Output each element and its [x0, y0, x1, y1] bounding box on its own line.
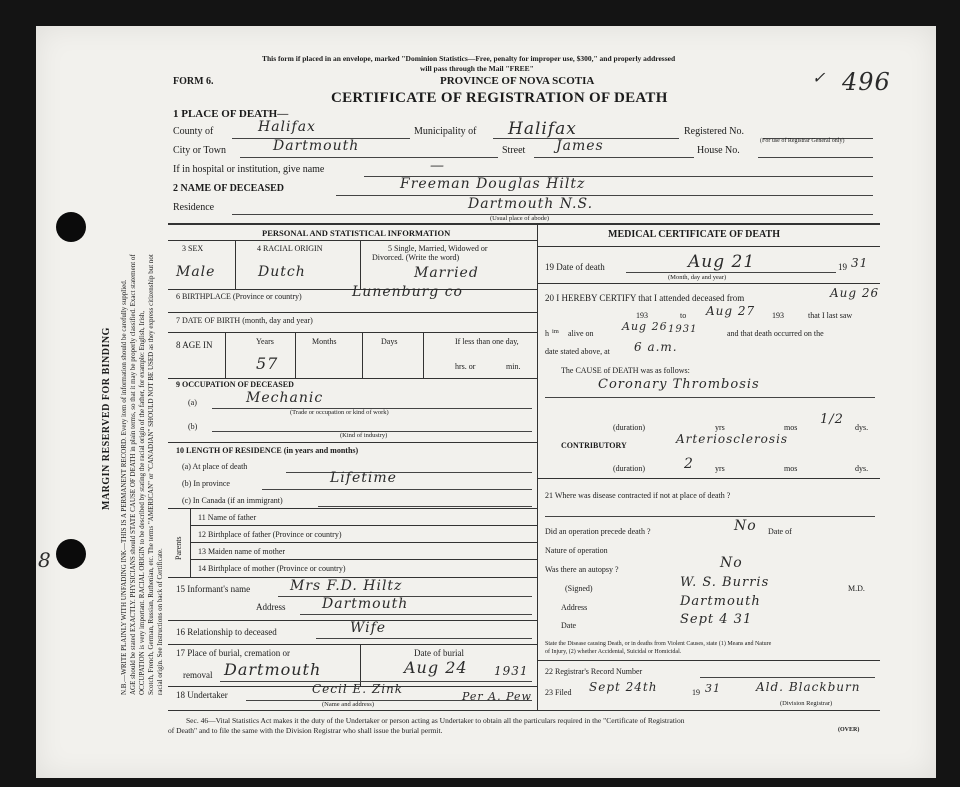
parents-label: Parents: [174, 536, 183, 560]
attended-from-date: Aug 26: [830, 286, 880, 300]
contrib-yrs-value: 2: [684, 456, 694, 472]
filed-date-value: Sept 24th: [589, 680, 658, 694]
occupation-a: (a): [188, 398, 197, 407]
in-canada-label: (c) In Canada (if an immigrant): [182, 496, 283, 505]
father-name-label: 11 Name of father: [198, 513, 257, 522]
to-label: to: [680, 311, 687, 320]
date-of-death-value: Aug 21: [688, 252, 756, 272]
physician-address-value: Dartmouth: [680, 594, 761, 609]
punch-hole-bottom: [56, 539, 86, 569]
cause-mos-value: 1/2: [820, 412, 844, 427]
informant-address-label: Address: [256, 602, 286, 612]
margin-note-4: Scotch, French, German, Russian, Ruthenian, etc. The terms "AMERICAN" or "CANADIAN" SHOULD NOT BE USED as they express citizenship but not: [147, 254, 155, 695]
cause-of-death-label: The CAUSE of DEATH was as follows:: [561, 366, 690, 375]
h-label: h: [545, 329, 549, 338]
contrib-mos-label: mos: [784, 464, 798, 473]
operation-nature-label: Nature of operation: [545, 546, 608, 555]
in-province-label: (b) In province: [182, 479, 230, 488]
alive-date-value: Aug 26: [622, 320, 668, 333]
cause-mos-label: mos: [784, 423, 798, 432]
place-of-death-heading: 1 PLACE OF DEATH—: [173, 108, 289, 120]
burial-date-value: Aug 24: [404, 658, 468, 677]
registered-no-label: Registered No.: [684, 126, 744, 137]
attended-to-date: Aug 27: [706, 304, 756, 318]
undertaker-value: Cecil E. Zink: [312, 682, 404, 696]
margin-note-1: N.B.—WRITE PLAINLY WITH UNFADING INK—THIS IS A PERMANENT RECORD. Every item of information should be carefully supplied.: [120, 279, 128, 695]
father-birthplace-label: 12 Birthplace of father (Province or country): [198, 530, 342, 539]
city-value: Dartmouth: [273, 138, 360, 154]
removal-label: removal: [183, 670, 213, 680]
physician-signature: W. S. Burris: [680, 575, 770, 590]
industry-note: (Kind of industry): [340, 432, 388, 439]
burial-year-value: 1931: [494, 664, 529, 678]
alive-year-value: 1931: [668, 324, 698, 335]
date-of-birth-label: 7 DATE OF BIRTH (month, day and year): [176, 316, 313, 325]
in-province-value: Lifetime: [330, 470, 397, 486]
filed-year-value: 31: [705, 682, 721, 695]
mother-name-label: 13 Maiden name of mother: [198, 547, 286, 556]
contrib-dys-label: dys.: [855, 464, 869, 473]
registrar-signature: Ald. Blackburn: [756, 680, 861, 694]
municipality-value: Halifax: [508, 119, 577, 139]
municipality-label: Municipality of: [414, 126, 477, 137]
disease-state-note-2: of Injury, (2) whether Accidental, Suicidal or Homicidal.: [545, 649, 682, 655]
margin-note-3: OCCUPATION is very important. RACIAL ORIGIN to be described by stating the racial origin of the father, for example: English, Irish,: [138, 310, 146, 695]
filed-year-prefix: 19: [692, 688, 700, 697]
birthplace-value: Lunenburg co: [352, 284, 463, 300]
over-label: (OVER): [838, 727, 860, 733]
racial-origin-label: 4 RACIAL ORIGIN: [257, 244, 323, 253]
date-of-death-note: (Month, day and year): [668, 274, 727, 281]
informant-address-value: Dartmouth: [322, 596, 409, 612]
burial-place-label: 17 Place of burial, cremation or: [176, 648, 290, 658]
marital-label-2: Divorced. (Write the word): [372, 253, 460, 262]
filed-label: 23 Filed: [545, 688, 572, 697]
city-label: City or Town: [173, 145, 227, 156]
informant-label: 15 Informant's name: [176, 584, 251, 594]
form-number: FORM 6.: [173, 76, 214, 87]
age-years-label: Years: [256, 337, 274, 346]
age-label: 8 AGE IN: [176, 340, 213, 350]
province-label: PROVINCE OF NOVA SCOTIA: [440, 75, 595, 87]
occupation-label: 9 OCCUPATION OF DECEASED: [176, 380, 294, 389]
margin-side-mark: 8: [38, 548, 52, 572]
disease-place-label: 21 Where was disease contracted if not at place of death ?: [545, 491, 731, 500]
mail-notice-line-2: will pass through the Mail "FREE": [420, 64, 534, 73]
contributory-label: CONTRIBUTORY: [561, 441, 627, 450]
certificate-date-label: Date: [561, 621, 577, 630]
relationship-value: Wife: [350, 620, 387, 636]
punch-hole-top: [56, 212, 86, 242]
medical-certificate-heading: MEDICAL CERTIFICATE OF DEATH: [608, 229, 780, 240]
margin-note-5: racial origin. See Instructions on back of Certificate.: [156, 548, 164, 695]
occurred-label: and that death occurred on the: [727, 329, 824, 338]
contrib-yrs-label: yrs: [715, 464, 725, 473]
undertaker-note: (Name and address): [322, 701, 374, 708]
signed-label: (Signed): [565, 584, 593, 593]
undertaker-sub: Per A. Pew: [462, 690, 532, 703]
disease-state-note-1: State the Disease causing Death, or in deaths from Violent Causes, state (1) Means and Nature: [545, 641, 772, 647]
sex-value: Male: [176, 264, 216, 280]
date-stated-label: date stated above, at: [545, 347, 610, 356]
cause-duration-label: (duration): [613, 423, 645, 432]
occupation-b: (b): [188, 422, 198, 431]
certificate-date-value: Sept 4 31: [680, 612, 753, 627]
margin-note-2: AGE should be stated EXACTLY. PHYSICIANS should STATE CAUSE OF DEATH in plain terms, so that it may be properly classified. Exact statement of: [129, 254, 137, 695]
death-year-prefix: 19: [838, 262, 847, 272]
certificate-title: CERTIFICATE OF REGISTRATION OF DEATH: [331, 90, 668, 106]
at-place-label: (a) At place of death: [182, 462, 248, 471]
abode-note: (Usual place of abode): [490, 215, 550, 222]
check-mark: ✓: [812, 68, 827, 87]
him-value: im: [552, 328, 559, 335]
relationship-label: 16 Relationship to deceased: [176, 627, 277, 637]
mail-notice-line-1: This form if placed in an envelope, marked "Dominion Statistics—Free, penalty for improper use, $300," and properly addressed: [262, 54, 676, 63]
hrs-label: hrs. or: [455, 362, 476, 371]
informant-value: Mrs F.D. Hiltz: [290, 578, 403, 594]
footer-line-1: Sec. 46—Vital Statistics Act makes it the duty of the Undertaker or person acting as Undertaker to obtain all the particulars required in the "Certificate of Registration: [186, 716, 685, 725]
burial-place-value: Dartmouth: [224, 660, 322, 679]
house-no-label: House No.: [697, 145, 740, 156]
occupation-value: Mechanic: [246, 390, 324, 406]
name-of-deceased-label: 2 NAME OF DECEASED: [173, 183, 285, 194]
length-of-residence-label: 10 LENGTH OF RESIDENCE (in years and months): [176, 446, 359, 455]
less-than-day-label: If less than one day,: [455, 337, 519, 346]
sex-label: 3 SEX: [182, 244, 204, 253]
cause-dys-label: dys.: [855, 423, 869, 432]
residence-value: Dartmouth N.S.: [468, 196, 594, 212]
hospital-value: —: [430, 158, 445, 174]
contrib-duration-label: (duration): [613, 464, 645, 473]
hospital-label: If in hospital or institution, give name: [173, 164, 325, 175]
operation-date-label: Date of: [768, 527, 792, 536]
footer-line-2: of Death" and to file the same with the Division Registrar who shall issue the burial permit.: [168, 726, 443, 735]
md-label: M.D.: [848, 584, 865, 593]
autopsy-value: No: [720, 555, 743, 571]
county-label: County of: [173, 126, 214, 137]
registrar-use-note: (For use of Registrar General only): [760, 138, 845, 144]
certify-label: 20 I HEREBY CERTIFY that I attended deceased from: [545, 293, 745, 303]
death-year-suffix: 31: [851, 256, 869, 270]
alive-on-label: alive on: [568, 329, 594, 338]
corner-number: 496: [842, 68, 891, 96]
date-of-death-label: 19 Date of death: [545, 262, 605, 272]
marital-label-1: 5 Single, Married, Widowed or: [388, 244, 488, 253]
street-label: Street: [502, 145, 526, 156]
mother-birthplace-label: 14 Birthplace of mother (Province or country): [198, 564, 346, 573]
from-year: 193: [636, 311, 648, 320]
undertaker-label: 18 Undertaker: [176, 690, 228, 700]
margin-reserved-label: MARGIN RESERVED FOR BINDING: [101, 327, 112, 510]
min-label: min.: [506, 362, 521, 371]
age-years-value: 57: [256, 354, 279, 373]
residence-label: Residence: [173, 202, 215, 213]
operation-value: No: [734, 518, 757, 534]
contributory-value: Arteriosclerosis: [676, 432, 789, 446]
operation-label: Did an operation precede death ?: [545, 527, 651, 536]
age-days-label: Days: [381, 337, 398, 346]
county-value: Halifax: [258, 119, 316, 135]
autopsy-label: Was there an autopsy ?: [545, 565, 619, 574]
physician-address-label: Address: [561, 603, 588, 612]
personal-info-heading: PERSONAL AND STATISTICAL INFORMATION: [262, 228, 451, 238]
cause-of-death-value: Coronary Thrombosis: [598, 377, 760, 392]
record-number-label: 22 Registrar's Record Number: [545, 667, 643, 676]
racial-origin-value: Dutch: [258, 264, 306, 280]
cause-yrs-label: yrs: [715, 423, 725, 432]
division-registrar-note: (Division Registrar): [780, 700, 833, 707]
deceased-name: Freeman Douglas Hiltz: [400, 176, 586, 192]
marital-value: Married: [414, 265, 479, 281]
time-of-death: 6 a.m.: [634, 340, 678, 354]
street-value: James: [556, 138, 604, 154]
trade-note: (Trade or occupation or kind of work): [290, 409, 389, 416]
age-months-label: Months: [312, 337, 337, 346]
last-saw-label: that I last saw: [808, 311, 853, 320]
date-of-burial-label: Date of burial: [414, 648, 464, 658]
birthplace-label: 6 BIRTHPLACE (Province or country): [176, 292, 302, 301]
to-year: 193: [772, 311, 784, 320]
